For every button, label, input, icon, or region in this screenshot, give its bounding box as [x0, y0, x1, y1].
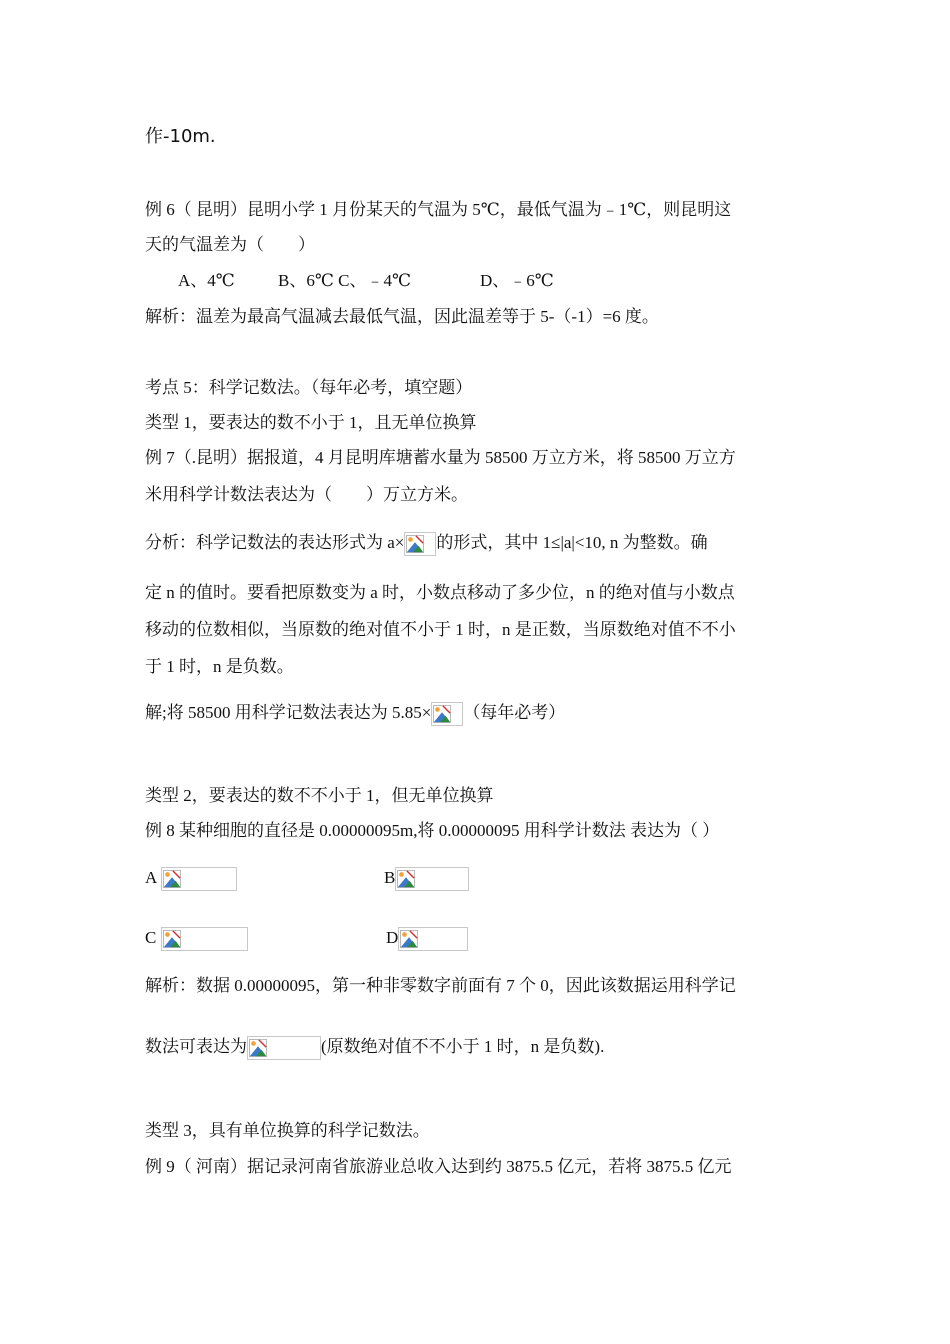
text-segment: 的形式，其中 1≤|a|<10, n 为整数。确 — [436, 533, 708, 552]
broken-image-icon — [163, 870, 181, 888]
broken-image-icon — [400, 930, 418, 948]
text-line: 移动的位数相似，当原数的绝对值不小于 1 时，n 是正数，当原数绝对值不不小 — [145, 620, 736, 639]
broken-image-icon — [406, 535, 424, 553]
section-heading: 考点 5：科学记数法。（每年必考，填空题） — [145, 378, 473, 397]
formula-image — [247, 1036, 321, 1060]
example-8-question: 例 8 某种细胞的直径是 0.00000095m,将 0.00000095 用科学计数法 表达为（ ） — [145, 821, 720, 840]
option-b-c: B、6℃ C、﹣4℃ — [278, 271, 411, 290]
option-a: A、4℃ — [178, 271, 235, 290]
example-9-question: 例 9（ 河南）据记录河南省旅游业总收入达到约 3875.5 亿元，若将 3875.5 亿元 — [145, 1157, 732, 1176]
choice-label: C — [145, 928, 157, 947]
formula-image — [398, 927, 468, 951]
type-heading: 类型 3，具有单位换算的科学记数法。 — [145, 1121, 430, 1140]
text-segment: （每年必考） — [463, 703, 566, 722]
broken-image-icon — [163, 930, 181, 948]
text-line: 米用科学计数法表达为（ ）万立方米。 — [145, 485, 468, 504]
broken-image-icon — [397, 870, 415, 888]
choice-b — [384, 866, 469, 891]
text-line: 作-10m. — [145, 126, 216, 147]
formula-image — [395, 867, 469, 891]
analysis-line — [145, 532, 708, 556]
type-heading: 类型 2，要表达的数不不小于 1，但无单位换算 — [145, 786, 494, 805]
broken-image-icon — [433, 705, 451, 723]
text-segment: 解;将 58500 用科学记数法表达为 5.85× — [145, 703, 432, 722]
text-line: 定 n 的值时。要看把原数变为 a 时，小数点移动了多少位，n 的绝对值与小数点 — [145, 583, 735, 602]
choice-label: D — [386, 928, 399, 947]
formula-image — [431, 702, 463, 726]
option-d: D、﹣6℃ — [480, 271, 554, 290]
formula-image — [161, 927, 248, 951]
solution-line — [145, 702, 565, 726]
text-segment: 数法可表达为 — [145, 1037, 247, 1056]
text-segment: 分析：科学记数法的表达形式为 a× — [145, 533, 405, 552]
example-7-question: 例 7（.昆明）据报道，4 月昆明库塘蓄水量为 58500 万立方米，将 58500 万立方 — [145, 448, 736, 467]
analysis: 解析：温差为最高气温减去最低气温，因此温差等于 5-（-1）=6 度。 — [145, 307, 659, 326]
text-line: 于 1 时，n 是负数。 — [145, 657, 294, 676]
formula-image — [404, 532, 436, 556]
choice-c — [145, 926, 248, 951]
broken-image-icon — [249, 1039, 267, 1057]
analysis: 解析：数据 0.00000095，第一种非零数字前面有 7 个 0，因此该数据运用科学记 — [145, 976, 736, 995]
choice-d — [386, 926, 468, 951]
formula-image — [161, 867, 237, 891]
example-6-question: 例 6（ 昆明）昆明小学 1 月份某天的气温为 5℃，最低气温为﹣1℃，则昆明这 — [145, 200, 732, 219]
type-heading: 类型 1，要表达的数不小于 1，且无单位换算 — [145, 413, 477, 432]
choice-label: B — [384, 868, 396, 887]
choice-a — [145, 866, 237, 891]
analysis-line — [145, 1036, 604, 1060]
choice-label: A — [145, 868, 157, 887]
text-segment: (原数绝对值不不小于 1 时，n 是负数). — [321, 1037, 605, 1056]
text-line: 天的气温差为（ ） — [145, 235, 315, 254]
